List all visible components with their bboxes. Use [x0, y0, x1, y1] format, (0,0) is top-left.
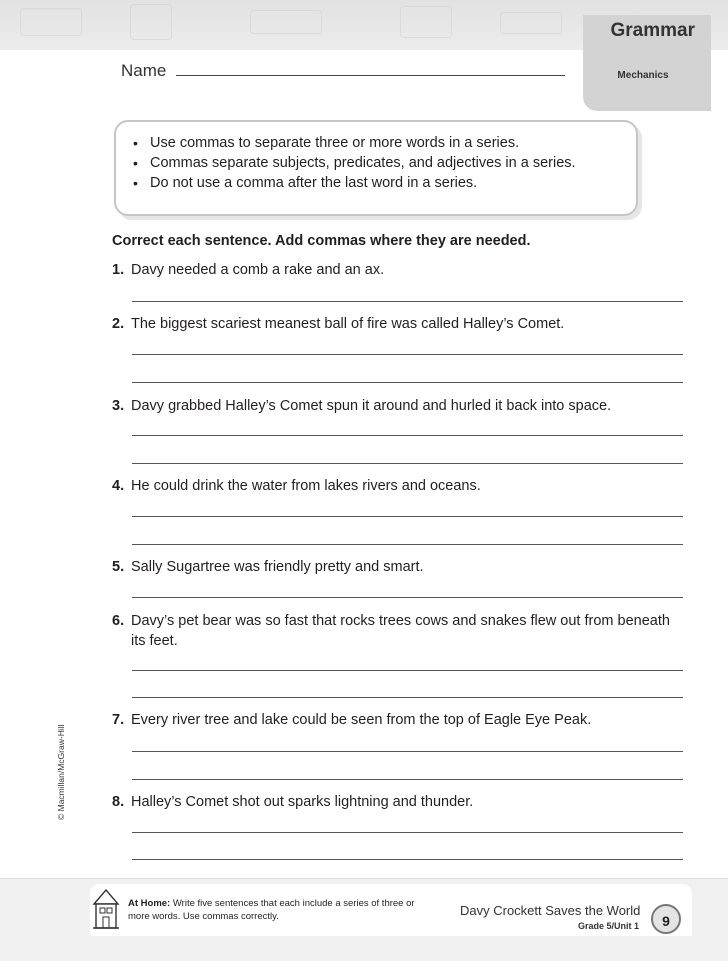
item-sentence: Davy needed a comb a rake and an ax.: [131, 262, 385, 278]
answer-line[interactable]: [132, 697, 683, 698]
item-sentence: He could drink the water from lakes rivers and oceans.: [131, 478, 481, 494]
copyright-notice: © Macmillan/McGraw-Hill: [56, 724, 66, 820]
grade-unit: Grade 5/Unit 1: [578, 921, 640, 931]
answer-line[interactable]: [132, 301, 683, 302]
exercise-item-5: [112, 557, 687, 577]
item-sentence: Davy’s pet bear was so fast that rocks trees cows and snakes flew out from beneath its feet.: [131, 613, 670, 649]
answer-line[interactable]: [132, 859, 683, 860]
item-sentence: Halley’s Comet shot out sparks lightning and thunder.: [131, 794, 474, 810]
house-icon: [91, 886, 121, 932]
answer-line[interactable]: [132, 516, 683, 517]
exercise-item-1: [112, 260, 687, 280]
decorative-doodle: [400, 6, 452, 38]
at-home-label: At Home:: [128, 898, 171, 909]
exercise-item-6: [112, 611, 687, 651]
answer-line[interactable]: [132, 382, 683, 383]
item-sentence: Sally Sugartree was friendly pretty and smart.: [131, 559, 424, 575]
exercise-item-4: [112, 476, 687, 496]
rule-item: • Commas separate subjects, predicates, and adjectives in a series.: [133, 155, 576, 171]
at-home-text: Write five sentences that each include a series of three or more words. Use commas correctly.: [128, 898, 415, 922]
answer-line[interactable]: [132, 597, 683, 598]
item-sentence: Davy grabbed Halley’s Comet spun it around and hurled it back into space.: [131, 398, 612, 414]
item-number: 5.: [112, 559, 125, 575]
name-label: Name: [121, 61, 167, 80]
section-title: Grammar: [610, 20, 695, 41]
name-write-line[interactable]: [176, 75, 565, 76]
topic-label: Mechanics: [617, 70, 669, 81]
item-number: 4.: [112, 478, 125, 494]
story-title: Davy Crockett Saves the World: [460, 903, 641, 918]
exercise-item-8: [112, 792, 687, 812]
rule-item: • Use commas to separate three or more words in a series.: [133, 135, 520, 151]
answer-line[interactable]: [132, 670, 683, 671]
item-number: 2.: [112, 316, 125, 332]
item-number: 7.: [112, 712, 125, 728]
item-number: 1.: [112, 262, 125, 278]
exercise-item-7: [112, 710, 687, 730]
exercise-item-2: [112, 314, 687, 334]
item-sentence: The biggest scariest meanest ball of fire was called Halley’s Comet.: [131, 316, 565, 332]
decorative-doodle: [130, 4, 172, 40]
at-home-note: [128, 897, 428, 923]
bullet-icon: •: [133, 155, 138, 171]
answer-line[interactable]: [132, 463, 683, 464]
rule-item: • Do not use a comma after the last word in a series.: [133, 175, 478, 191]
decorative-doodle: [250, 10, 322, 34]
decorative-doodle: [20, 8, 82, 36]
answer-line[interactable]: [132, 435, 683, 436]
bullet-icon: •: [133, 175, 138, 191]
item-sentence: Every river tree and lake could be seen from the top of Eagle Eye Peak.: [131, 712, 592, 728]
answer-line[interactable]: [132, 544, 683, 545]
answer-line[interactable]: [132, 832, 683, 833]
instructions: Correct each sentence. Add commas where they are needed.: [112, 233, 531, 249]
item-number: 8.: [112, 794, 125, 810]
answer-line[interactable]: [132, 779, 683, 780]
answer-line[interactable]: [132, 751, 683, 752]
bullet-icon: •: [133, 135, 138, 151]
answer-line[interactable]: [132, 354, 683, 355]
item-number: 3.: [112, 398, 125, 414]
page-number: 9: [651, 904, 681, 934]
exercise-item-3: [112, 396, 687, 416]
decorative-doodle: [500, 12, 562, 34]
rules-box: [114, 120, 638, 216]
item-number: 6.: [112, 613, 125, 629]
